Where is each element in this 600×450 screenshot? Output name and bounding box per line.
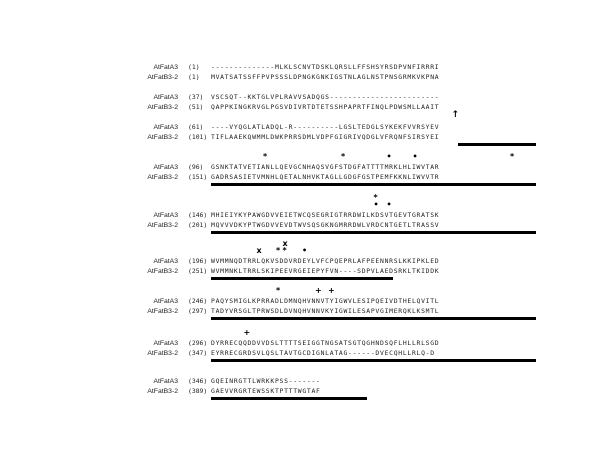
alignment-block: [0, 62, 600, 94]
sequence-name: AtFatA3: [153, 94, 178, 101]
domain-underline: [211, 359, 536, 362]
sequence-residues: WVMMNKLTRRLSKIPEEVRGEIEPYFVN----SDPVLAEDSRKLTKIDDK: [211, 267, 440, 275]
plus-marker: +: [328, 286, 335, 295]
alignment-block: [0, 338, 600, 370]
sequence-position: (51): [188, 103, 204, 111]
sequence-residues: EYRRECGRDSVLQSLTAVTGCDIGNLATAG------DVECQHLLRLQ-D: [211, 349, 435, 357]
sequence-residues: MQVVVDKYPTWGDVVEVDTWVSQSGKNGMRRDWLVRDCNTGETLTRASSV: [211, 221, 440, 229]
sequence-residues: DYRRECQQDDVVDSLTTTTSEIGGTNGSATSGTQGHNDSQFLHLLRLSGD: [211, 339, 440, 347]
sequence-position: (196): [188, 257, 208, 265]
sequence-name: AtFatB3-2: [147, 174, 178, 181]
sequence-position: (346): [188, 377, 208, 385]
sequence-name: AtFatB3-2: [147, 104, 178, 111]
sequence-name: AtFatB3-2: [147, 308, 178, 315]
star-marker: *: [263, 152, 268, 161]
sequence-position: (101): [188, 133, 208, 141]
sequence-name: AtFatA3: [153, 212, 178, 219]
sequence-position: (347): [188, 349, 208, 357]
sequence-name: AtFatB3-2: [147, 74, 178, 81]
sequence-position: (37): [188, 93, 204, 101]
sequence-name: AtFatB3-2: [147, 268, 178, 275]
plus-marker: +: [243, 328, 251, 337]
dot-marker: •: [412, 152, 418, 161]
star-marker: *: [510, 152, 515, 161]
dot-marker: •: [386, 152, 392, 161]
sequence-residues: ----VYQGLATLADQL-R----------LGSLTEDGLSYKEKFVVRSYEV: [211, 123, 440, 131]
sequence-position: (297): [188, 307, 208, 315]
sequence-name: AtFatA3: [153, 64, 178, 71]
sequence-residues: MHIEIYKYPAWGDVVEIETWCQSEGRIGTRRDWILKDSVTGEVTGRATSK: [211, 211, 440, 219]
sequence-residues: GAEVVRGRTEWSSKTPTTTWGTAF: [211, 387, 321, 395]
sequence-residues: WVMMNQDTRRLQKVSDDVRDEYLVFCPQEPRLAFPEENNRSLKKIPKLED: [211, 257, 440, 265]
sequence-position: (201): [188, 221, 208, 229]
dot-marker: •: [302, 246, 308, 255]
sequence-name: AtFatB3-2: [147, 350, 178, 357]
sequence-position: (389): [188, 387, 208, 395]
alignment-block: [0, 296, 600, 328]
dot-marker: •: [373, 200, 379, 209]
domain-underline: [458, 143, 536, 146]
sequence-position: (246): [188, 297, 208, 305]
sequence-position: (1): [188, 73, 200, 81]
star-marker: *: [373, 193, 378, 202]
alignment-block: [0, 162, 600, 194]
alignment-block: [0, 210, 600, 242]
sequence-name: AtFatA3: [153, 340, 178, 347]
sequence-name: AtFatA3: [153, 258, 178, 265]
sequence-name: AtFatA3: [153, 164, 178, 171]
sequence-name: AtFatB3-2: [147, 222, 178, 229]
star-marker: *: [276, 246, 281, 255]
sequence-position: (1): [188, 63, 200, 71]
domain-underline: [211, 231, 536, 234]
sequence-residues: GSNKTATVETIANLLQEVGCNHAQSVGFSTDGFATTTTMRKLHLIWVTAR: [211, 163, 440, 171]
sequence-position: (151): [188, 173, 208, 181]
domain-underline: [211, 317, 536, 320]
cross-marker: x: [256, 246, 262, 255]
domain-underline: [211, 183, 536, 186]
sequence-name: AtFatA3: [153, 298, 178, 305]
sequence-position: (61): [188, 123, 204, 131]
sequence-name: AtFatB3-2: [147, 388, 178, 395]
cross-marker: x: [282, 239, 288, 248]
arrow-up-icon: ↑: [451, 110, 460, 120]
sequence-residues: TADYVRSGLTPRWSDLDVNQHVNNVKYIGWILESAPVGIMERQKLKSMTL: [211, 307, 440, 315]
sequence-residues: GADRSASIETVMNHLQETALNHVKTAGLLGDGFGSTPEMFKKNLIWVVTR: [211, 173, 440, 181]
sequence-position: (146): [188, 211, 208, 219]
plus-marker: +: [315, 286, 322, 295]
domain-underline: [211, 277, 393, 280]
dot-marker: •: [386, 200, 392, 209]
star-marker: *: [341, 152, 346, 161]
sequence-residues: --------------MLKLSCNVTDSKLQRSLLFFSHSYRSDPVNFIRRRI: [211, 63, 440, 71]
sequence-name: AtFatA3: [153, 124, 178, 131]
sequence-position: (96): [188, 163, 204, 171]
sequence-residues: QAPPKINGKRVGLPGSVDIVRTDTETSSHPAPRTFINQLPDWSMLLAAIT: [211, 103, 440, 111]
alignment-block: [0, 122, 600, 154]
sequence-residues: GQEINRGTTLWRKKPSS-------: [211, 377, 321, 385]
sequence-name: AtFatA3: [153, 378, 178, 385]
sequence-residues: PAQYSMIGLKPRRADLDMNQHVNNVTYIGWVLESIPQEIVDTHELQVITL: [211, 297, 440, 305]
alignment-block: [0, 92, 600, 124]
star-marker: *: [282, 246, 287, 255]
sequence-position: (296): [188, 339, 208, 347]
sequence-residues: VSCSQT--KKTGLVPLRAVVSADQGS------------------------: [211, 93, 440, 101]
alignment-block: [0, 256, 600, 288]
alignment-block: [0, 376, 600, 408]
star-marker: *: [276, 286, 281, 295]
sequence-name: AtFatB3-2: [147, 134, 178, 141]
domain-underline: [211, 397, 367, 400]
sequence-position: (251): [188, 267, 208, 275]
sequence-residues: MVATSATSSFFPVPSSSLDPNGKGNKIGSTNLAGLNSTPNSGRMKVKPNA: [211, 73, 440, 81]
sequence-residues: TIFLAAEKQWMMLDWKPRRSDMLVDPFGIGRIVQDGLVFRQNFSIRSYEI: [211, 133, 440, 141]
